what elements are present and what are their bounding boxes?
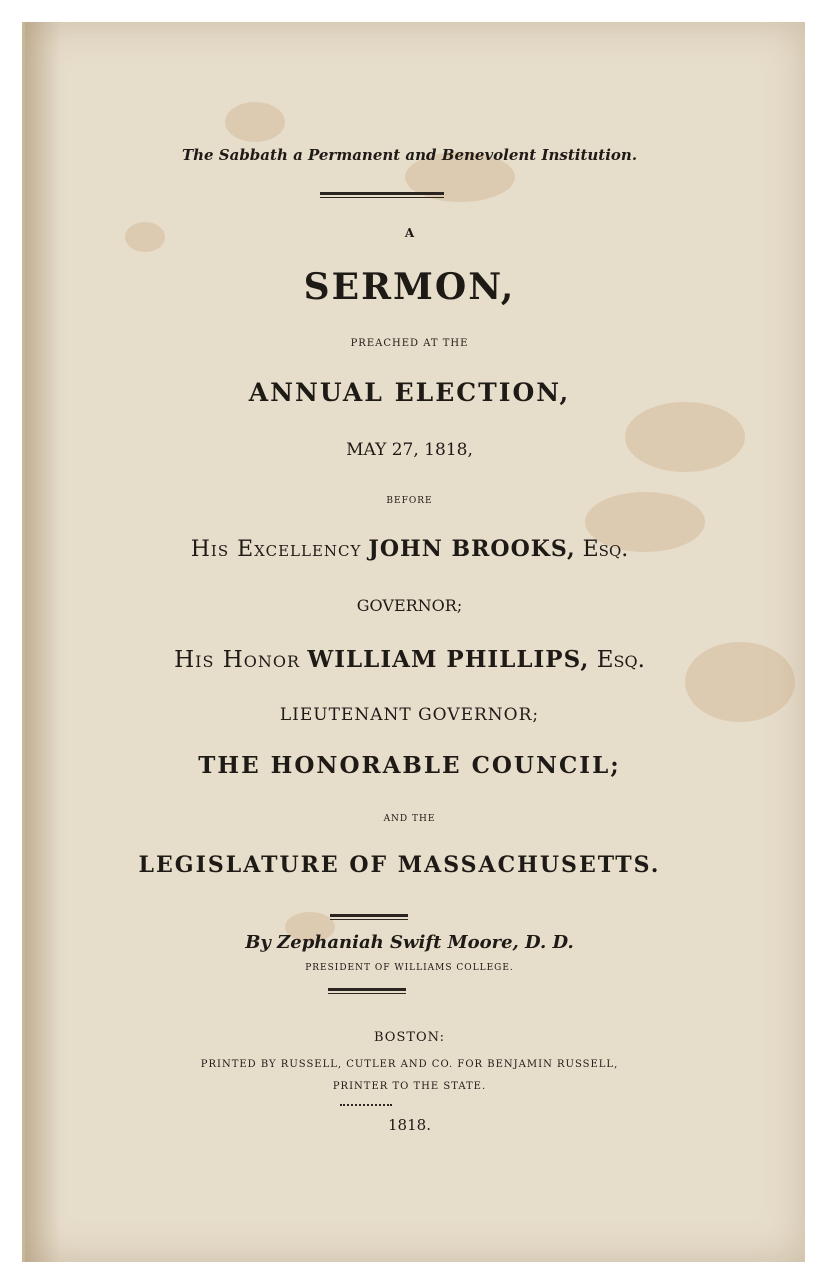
page-spine-shadow <box>25 22 61 1262</box>
divider-rule <box>320 192 444 198</box>
legislature-line: LEGISLATURE OF MASSACHUSETTS. <box>138 852 661 878</box>
divider-rule <box>330 914 408 920</box>
lt-suffix: Esq. <box>596 647 645 673</box>
preached-line: PREACHED AT THE <box>350 338 469 349</box>
lt-name: WILLIAM PHILLIPS, <box>307 646 590 673</box>
governor-title: GOVERNOR; <box>356 596 463 615</box>
printer-line: PRINTED BY RUSSELL, CUTLER AND CO. FOR BENJAMIN RUSSELL, <box>200 1059 619 1070</box>
governor-suffix: Esq. <box>582 537 629 562</box>
and-the-line: AND THE <box>383 814 436 824</box>
lt-prefix: His Honor <box>174 647 301 673</box>
council-line: THE HONORABLE COUNCIL; <box>198 752 621 779</box>
date-line: MAY 27, 1818, <box>346 440 473 460</box>
lt-governor-title: LIEUTENANT GOVERNOR; <box>279 705 540 725</box>
dotted-ornament <box>340 1104 392 1106</box>
divider-rule <box>328 988 406 994</box>
year-line: 1818. <box>388 1116 431 1134</box>
city-line: BOSTON: <box>374 1030 445 1045</box>
article-a: A <box>404 226 415 240</box>
sermon-title: SERMON, <box>303 266 516 308</box>
lt-governor-line <box>0 646 819 673</box>
occasion-line: ANNUAL ELECTION, <box>248 378 571 407</box>
author-title: PRESIDENT OF WILLIAMS COLLEGE. <box>305 963 514 973</box>
foxing-stain <box>225 102 285 142</box>
governor-name: JOHN BROOKS, <box>368 536 576 562</box>
header-line: The Sabbath a Permanent and Benevolent Institution. <box>181 146 638 164</box>
governor-prefix: His Excellency <box>190 537 362 562</box>
title-page <box>22 22 805 1262</box>
printer-role-line: PRINTER TO THE STATE. <box>332 1081 487 1092</box>
before-line: BEFORE <box>386 496 433 506</box>
foxing-stain <box>625 402 745 472</box>
governor-line <box>0 536 819 562</box>
author-line: By Zephaniah Swift Moore, D. D. <box>245 932 574 953</box>
